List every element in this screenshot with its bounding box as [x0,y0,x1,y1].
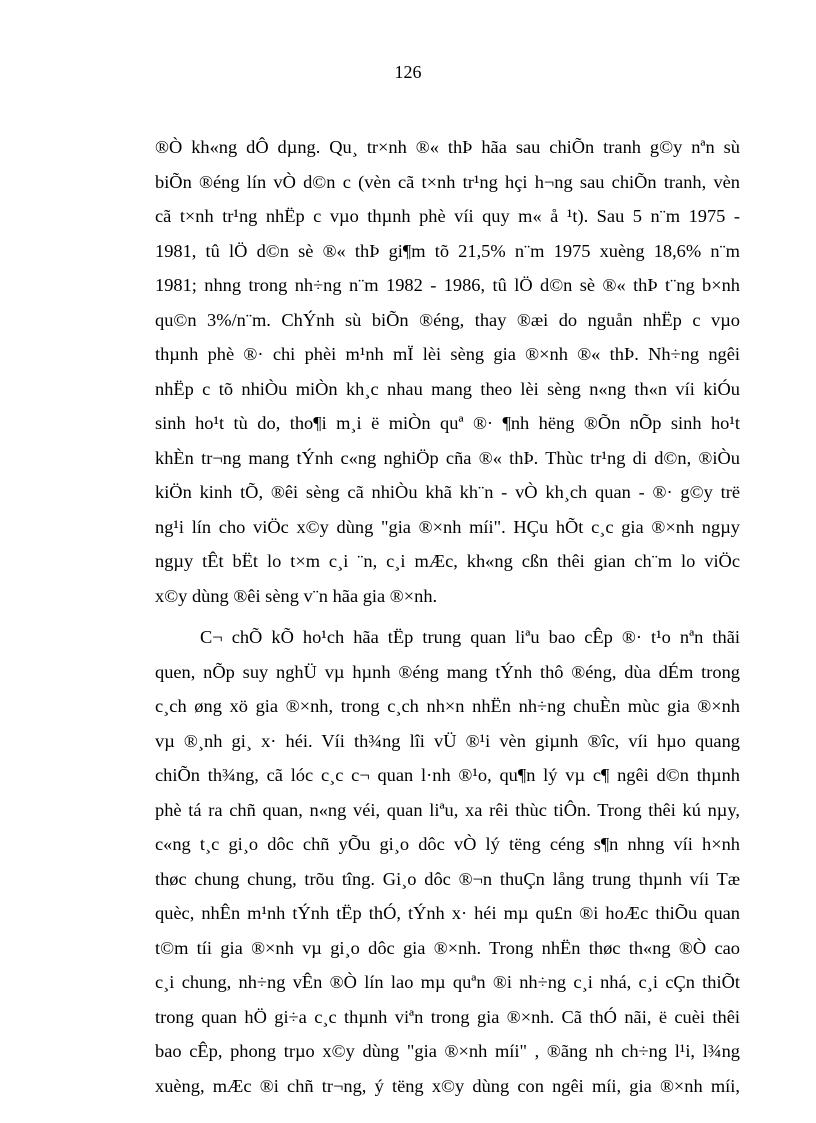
page-number: 126 [394,62,422,82]
text-line: ®Ò kh«ng dÔ dµng. Qu¸ tr×nh ®« thÞ hãa sau chiÕn tranh g©y nªn sù [155,137,740,157]
text-line: phè tá ra chñ quan, n«ng véi, quan liªu, xa rêi thùc tiÔn. Trong thêi kú nµy, [155,799,740,820]
text-line: 1981; nhng trong nh÷ng n¨m 1982 - 1986, tû lÖ d©n sè ®« thÞ t¨ng b×nh [155,275,740,295]
body-text [155,130,740,1103]
text-line: biÕn ®éng lín vÒ d©n c (vèn cã t×nh tr¹ng hçi h¬ng sau chiÕn tranh, vèn [155,171,740,192]
text-line: ng¹i lín cho viÖc x©y dùng "gia ®×nh míi". HÇu hÕt c¸c gia ®×nh ngµy [155,516,740,537]
paragraph-1 [155,130,740,613]
text-line: xuèng, mÆc ®i chñ tr¬ng, ý tëng x©y dùng con ngêi míi, gia ®×nh míi, [155,1075,740,1096]
text-line: thµnh phè ®· chi phèi m¹nh mÏ lèi sèng gia ®×nh ®« thÞ. Nh÷ng ngêi [155,344,740,364]
text-line: 1981, tû lÖ d©n sè ®« thÞ gi¶m tõ 21,5% n¨m 1975 xuèng 18,6% n¨m [155,240,740,261]
text-line: cã t×nh tr¹ng nhËp c vµo thµnh phè víi quy m« å ¹t). Sau 5 n¨m 1975 - [155,206,740,226]
text-line: bao cÊp, phong trµo x©y dùng "gia ®×nh míi" , ®ãng nh ch÷ng l¹i, l¾ng [155,1041,740,1061]
text-line: c¸i chung, nh÷ng vÊn ®Ò lín lao mµ quªn ®i nh÷ng c¸i nhá, c¸i cÇn thiÕt [155,972,740,992]
text-line-last: x©y dùng ®êi sèng v¨n hãa gia ®×nh. [155,585,438,606]
text-line: thøc chung chung, trõu tîng. Gi¸o dôc ®¬n thuÇn lång trung thµnh víi Tæ [155,868,740,889]
text-line: sinh ho¹t tù do, tho¶i m¸i ë miÒn quª ®· ¶nh hëng ®Õn nÕp sinh ho¹t [155,413,740,433]
text-line: nhËp c tõ nhiÒu miÒn kh¸c nhau mang theo lèi sèng n«ng th«n víi kiÓu [155,378,740,399]
text-line: c¸ch øng xö gia ®×nh, trong c¸ch nh×n nhËn nh÷ng chuÈn mùc gia ®×nh [155,696,740,716]
text-line: quèc, nhÊn m¹nh tÝnh tËp thÓ, tÝnh x· héi mµ qu£n ®i hoÆc thiÕu quan [155,903,740,923]
text-line-first: C¬ chÕ kÕ ho¹ch hãa tËp trung quan liªu bao cÊp ®· t¹o nªn thãi [200,627,740,647]
text-line: vµ ®¸nh gi¸ x· héi. Víi th¾ng lîi vÜ ®¹i vèn giµnh ®îc, víi hµo quang [155,730,740,751]
text-line: trong quan hÖ gi÷a c¸c thµnh viªn trong gia ®×nh. Cã thÓ nãi, ë cuèi thêi [155,1006,740,1027]
text-line: chiÕn th¾ng, cã lóc c¸c c¬ quan l·nh ®¹o, qu¶n lý vµ c¶ ngêi d©n thµnh [155,765,740,785]
text-line: kiÖn kinh tÕ, ®êi sèng cã nhiÒu khã kh¨n - vÒ kh¸ch quan - ®· g©y trë [155,482,740,502]
text-line: qu©n 3%/n¨m. ChÝnh sù biÕn ®éng, thay ®æi do nguån nhËp c vµo [155,309,740,330]
text-line: quen, nÕp suy nghÜ vµ hµnh ®éng mang tÝnh thô ®éng, dùa dÉm trong [155,661,740,682]
text-line: t©m tíi gia ®×nh vµ gi¸o dôc gia ®×nh. Trong nhËn thøc th«ng ®Ò cao [155,937,740,958]
text-line: c«ng t¸c gi¸o dôc chñ yÕu gi¸o dôc vÒ lý tëng céng s¶n nhng víi h×nh [155,834,740,854]
text-line: ngµy tÊt bËt lo t×m c¸i ¨n, c¸i mÆc, kh«ng cßn thêi gian ch¨m lo viÖc [155,551,740,571]
text-line: khÈn tr¬ng mang tÝnh c«ng nghiÖp cña ®« thÞ. Thùc tr¹ng di d©n, ®iÒu [155,447,740,468]
paragraph-2 [155,620,740,1103]
